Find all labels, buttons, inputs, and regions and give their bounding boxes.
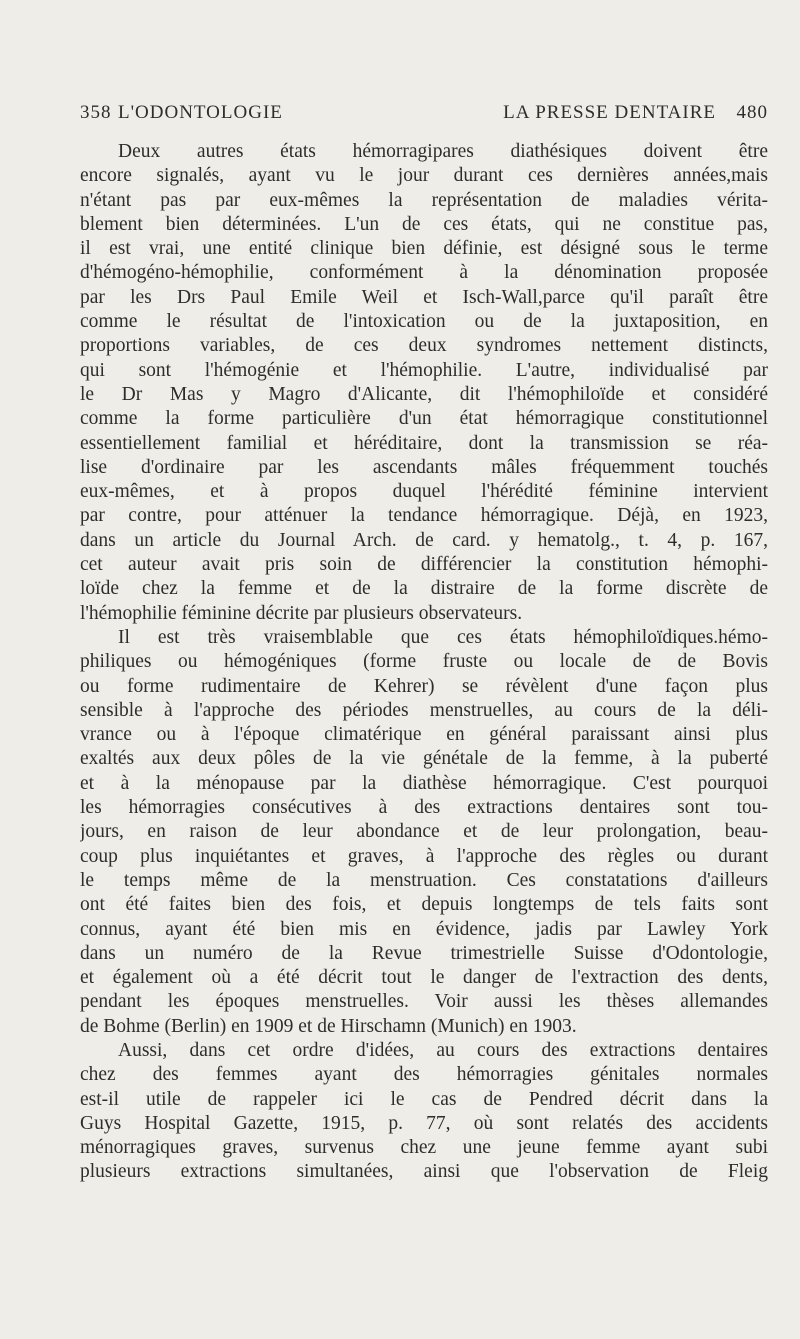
- text-line: essentiellement familial et héréditaire, dont la transmission se réa-: [80, 432, 768, 454]
- text-line: blement bien déterminées. L'un de ces états, qui ne constitue pas,: [80, 213, 768, 235]
- text-line: connus, ayant été bien mis en évidence, jadis par Lawley York: [80, 918, 768, 940]
- text-line: ou forme rudimentaire de Kehrer) se révèlent d'une façon plus: [80, 675, 768, 697]
- text-line: le Dr Mas y Magro d'Alicante, dit l'hémophiloïde et considéré: [80, 383, 768, 405]
- text-line: pendant les époques menstruelles. Voir aussi les thèses allemandes: [80, 991, 768, 1013]
- text-line: dans un article du Journal Arch. de card. y hematolg., t. 4, p. 167,: [80, 529, 768, 551]
- text-line: encore signalés, ayant vu le jour durant ces dernières années,mais: [80, 165, 768, 187]
- text-line: Guys Hospital Gazette, 1915, p. 77, où sont relatés des accidents: [80, 1112, 768, 1134]
- text-line: les hémorragies consécutives à des extractions dentaires sont tou-: [80, 797, 768, 819]
- text-line: le temps même de la menstruation. Ces constatations d'ailleurs: [80, 869, 768, 891]
- text-line: par contre, pour atténuer la tendance hémorragique. Déjà, en 1923,: [80, 505, 768, 527]
- text-line: dans un numéro de la Revue trimestrielle Suisse d'Odontologie,: [80, 942, 768, 964]
- text-line: comme la forme particulière d'un état hémorragique constitutionnel: [80, 408, 768, 430]
- text-line: n'étant pas par eux-mêmes la représentation de maladies vérita-: [80, 189, 768, 211]
- text-line: lise d'ordinaire par les ascendants mâles fréquemment touchés: [80, 456, 768, 478]
- text-line: cet auteur avait pris soin de différencier la constitution hémophi-: [80, 554, 768, 576]
- page-number-left: 358: [80, 102, 112, 123]
- text-line: coup plus inquiétantes et graves, à l'approche des règles ou durant: [80, 845, 768, 867]
- text-line: sensible à l'approche des périodes menstruelles, au cours de la déli-: [80, 699, 768, 721]
- text-line: philiques ou hémogéniques (forme fruste ou locale de de Bovis: [80, 651, 768, 673]
- text-line: d'hémogéno-hémophilie, conformément à la dénomination proposée: [80, 262, 768, 284]
- text-line: et à la ménopause par la diathèse hémorragique. C'est pourquoi: [80, 772, 768, 794]
- journal-title-left: L'ODONTOLOGIE: [118, 102, 283, 123]
- text-line: ont été faites bien des fois, et depuis longtemps de tels faits sont: [80, 894, 768, 916]
- text-line: Deux autres états hémorragipares diathésiques doivent être: [118, 141, 768, 162]
- text-line: jours, en raison de leur abondance et de leur prolongation, beau-: [80, 821, 768, 843]
- text-line: comme le résultat de l'intoxication ou de la juxtaposition, en: [80, 311, 768, 333]
- text-line: plusieurs extractions simultanées, ainsi que l'observation de Fleig: [80, 1161, 768, 1183]
- text-line: est-il utile de rappeler ici le cas de Pendred décrit dans la: [80, 1088, 768, 1110]
- text-line: Il est très vraisemblable que ces états hémophiloïdiques.hémo-: [118, 626, 768, 648]
- text-line: exaltés aux deux pôles de la vie génétale de la femme, à la puberté: [80, 748, 768, 770]
- text-line: Aussi, dans cet ordre d'idées, au cours des extractions dentaires: [118, 1039, 768, 1061]
- text-line: de Bohme (Berlin) en 1909 et de Hirschamn (Munich) en 1903.: [80, 1015, 577, 1037]
- body-text: [80, 140, 768, 1185]
- text-line: chez des femmes ayant des hémorragies génitales normales: [80, 1064, 768, 1086]
- text-line: vrance ou à l'époque climatérique en général paraissant ainsi plus: [80, 724, 768, 746]
- text-line: qui sont l'hémogénie et l'hémophilie. L'autre, individualisé par: [80, 359, 768, 381]
- text-line: loïde chez la femme et de la distraire de la forme discrète de: [80, 578, 768, 600]
- page-number-right: 480: [736, 102, 768, 123]
- text-line: l'hémophilie féminine décrite par plusieurs observateurs.: [80, 602, 523, 624]
- text-line: eux-mêmes, et à propos duquel l'hérédité féminine intervient: [80, 481, 768, 503]
- text-line: proportions variables, de ces deux syndromes nettement distincts,: [80, 335, 768, 357]
- running-header: [80, 102, 768, 132]
- text-line: il est vrai, une entité clinique bien définie, est désigné sous le terme: [80, 238, 768, 260]
- text-line: et également où a été décrit tout le danger de l'extraction des dents,: [80, 967, 768, 989]
- text-line: par les Drs Paul Emile Weil et Isch-Wall,parce qu'il paraît être: [80, 286, 768, 308]
- journal-title-right: LA PRESSE DENTAIRE: [503, 102, 716, 123]
- text-line: ménorragiques graves, survenus chez une jeune femme ayant subi: [80, 1137, 768, 1159]
